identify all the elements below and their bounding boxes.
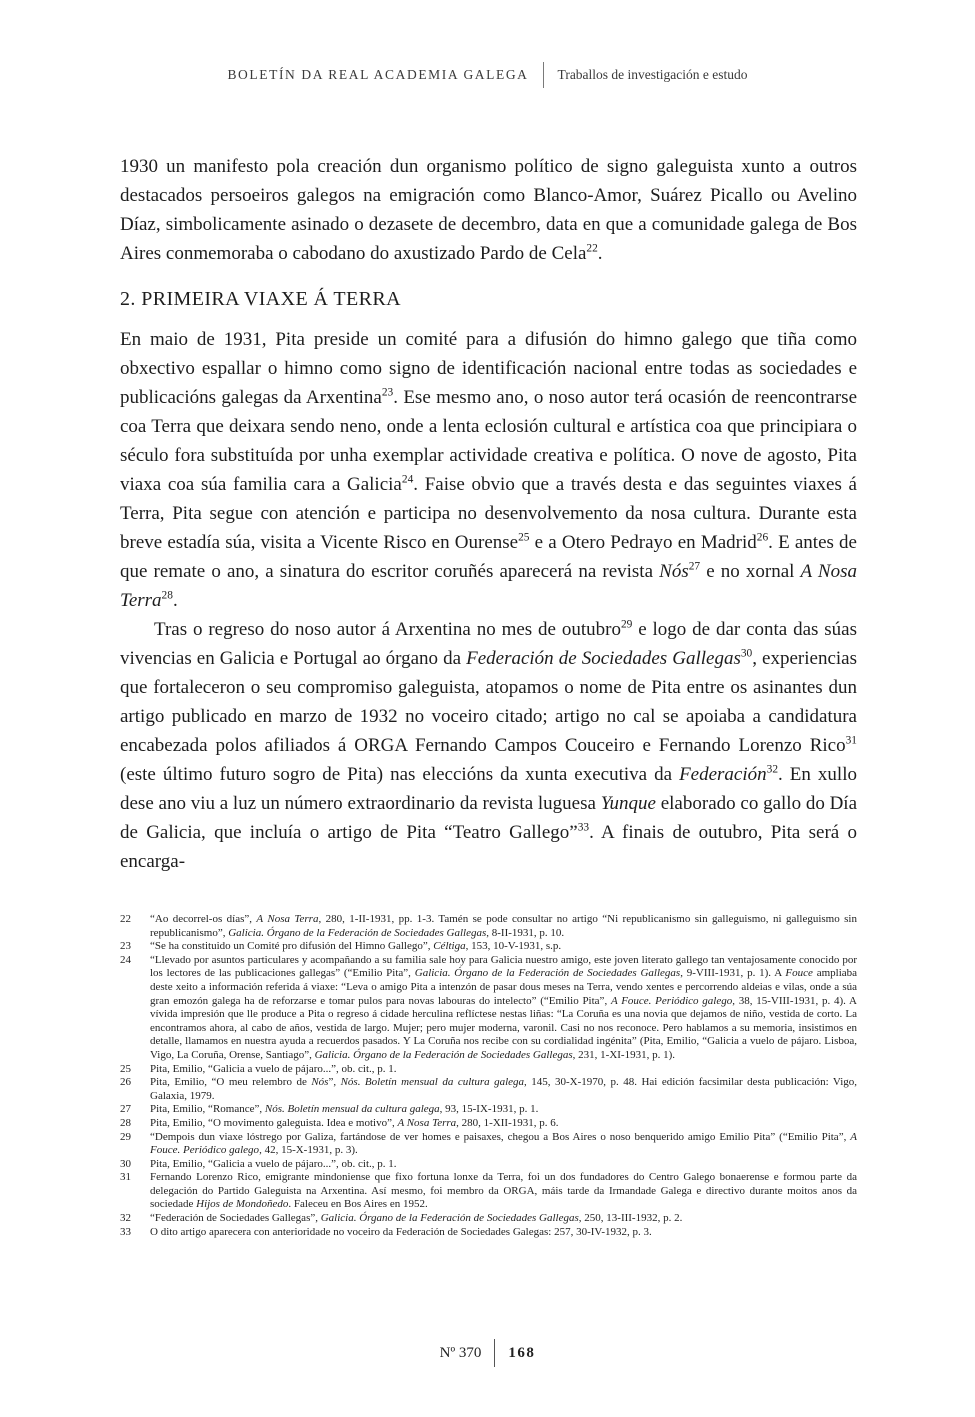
footnote: [120, 1117, 857, 1131]
footnote: [120, 1063, 857, 1077]
italic-text: Yunque: [600, 793, 656, 814]
issue-number: Nº 370: [439, 1344, 482, 1361]
footnote-ref: 25: [518, 531, 530, 544]
footnote-number: 30: [120, 1157, 131, 1170]
footnote: [120, 940, 857, 954]
footnote: [120, 1171, 857, 1212]
italic-text: A Nosa Terra: [120, 561, 857, 611]
footnote-ref: 28: [161, 589, 173, 602]
journal-title: BOLETÍN DA REAL ACADEMIA GALEGA: [227, 67, 529, 82]
footnote-text: “Federación de Sociedades Gallegas”, Galicia. Órgano de la Federación de Sociedades Gallegas, 250, 13-III-1932, p. 2.: [150, 1212, 683, 1225]
footnote-number: 27: [120, 1103, 131, 1116]
italic-text: A Nosa Terra: [397, 1116, 457, 1129]
header-divider: [543, 62, 544, 88]
footnote-text: “Llevado por asuntos particulares y acompañando a su familia sale hoy para Galicia nuestro amigo, este joven literato gallego tan ventajosamente conocido por los lectores de las publicaciones gallegas” (“Emilio Pita”, Galicia. Órgano de la Federación de Sociedades Gallegas, 9-VIII-1931, p. 1). A Fouce ampliaba deste xeito a información referida á viaxe: “Leva o amigo Pita a intenzón de pasar dous meses na Terra, vendo xentes e percorrendo aldeias e vilas, onde a súa gran emozón galega ha de reforzarse e tomar pulos para novas labouras do intelecto” (“Emilio Pita”, A Fouce. Periódico galego, 38, 15-VIII-1931, p. 4). A vívida impresión que lle produce a Pita o regreso á cidade herculina reflíctese nestas liñas: “La Coruña es una novia que dejamos de niño, vestida de corto. La encontramos ahora, al cabo de años, vestida de largo. Mujer; pero mujer moderna, varonil. Casi no nos reconoce. Pero hablamos a su memoria, insistimos en detalle, llamamos en nuestra ayuda a recuerdos pasados. Y La Coruña nos recibe con su cordialidad ingénita” (Pita, Emilio, “Galicia a vuelo de pájaro. Lisboa, Vigo, La Coruña, Orense, Santiago”, Galicia. Órgano de la Federación de Sociedades Gallegas, 231, 1-XI-1931, p. 1).: [150, 953, 858, 1061]
footnote-number: 29: [120, 1130, 131, 1143]
footnote-number: 26: [120, 1076, 131, 1089]
footnote-text: “Dempois dun viaxe lóstrego por Galiza, fartándose de ver homes e paisaxes, chegou a Bos Aires o noso benquerido amigo Emilio Pita” (“Emilio Pita”, A Fouce. Periódico galego, 42, 15-X-1931, p. 3).: [150, 1130, 857, 1157]
footnote-number: 28: [120, 1116, 131, 1129]
body-paragraph: En maio de 1931, Pita preside un comité para a difusión do himno galego que tiña como obxectivo espallar o himno como signo de identificación nacional entre todas as sociedades e publicacións galegas da Arxentina$^{23}$. Ese mesmo ano, o noso autor terá ocasión de reencontrarse coa Terra que deixara sendo neno, onde a lenta eclosión cultural e artística coa que principiara o século fora substituída por unha exemplar actividade creativa e política. O nove de agosto, Pita viaxa coa súa familia cara a Galicia$^{24}$. Faise obvio que a través desta e das seguintes viaxes á Terra, Pita segue con atención e participa no desenvolvemento da nosa cultura. Durante esta breve estadía súa, visita a Vicente Risco en Ourense$^{25}$ e a Otero Pedrayo en Madrid$^{26}$. E antes de que remate o ano, a sinatura do escritor coruñés aparecerá na revista Nós$^{27}$ e no xornal A Nosa Terra$^{28}$.: [120, 329, 858, 611]
footnote-number: 33: [120, 1225, 131, 1238]
footnote: [120, 1103, 857, 1117]
footnote-text: Fernando Lorenzo Rico, emigrante mindoniense que fixo fortuna lonxe da Terra, foi un dos fundadores do Centro Galego bonaerense e formou parte da delegación do Partido Galeguista na Arxentina. Así mesmo, foi membro da ORGA, máis tarde da Irmandade Galega e directivo durante moitos anos da sociedade Hijos de Mondoñedo. Faleceu en Bos Aires en 1952.: [150, 1171, 857, 1211]
italic-text: Céltiga: [433, 940, 466, 953]
footnote: [120, 1226, 857, 1240]
footnote-number: 22: [120, 913, 131, 925]
footnote-ref: 29: [620, 618, 633, 631]
footnote-text: “Se ha constituido un Comité pro difusión del Himno Gallego”, Céltiga, 153, 10-V-1931, s.p.: [150, 940, 562, 953]
footnote-text: Pita, Emilio, “O movimento galeguista. Idea e motivo”, A Nosa Terra, 280, 1-XII-1931, p. 6.: [150, 1116, 559, 1129]
page-number: 168: [508, 1344, 536, 1361]
footnote-ref: 22: [586, 242, 598, 255]
footnote-text: O dito artigo aparecera con anterioridade no voceiro da Federación de Sociedades Galegas: 257, 30-IV-1932, p. 3.: [150, 1225, 652, 1238]
footnote-ref: 31: [845, 734, 857, 747]
italic-text: A Fouce. Periódico galego: [150, 1130, 857, 1157]
page-header: [0, 62, 975, 88]
italic-text: Nós. Boletín mensual da cultura galega: [340, 1076, 525, 1089]
footnote-ref: 26: [756, 531, 769, 544]
footnote-ref: 30: [740, 647, 753, 660]
page-footer: [0, 1339, 975, 1367]
footnote-text: Pita, Emilio, “Romance”, Nós. Boletín mensual da cultura galega, 93, 15-IX-1931, p. 1.: [150, 1103, 539, 1116]
italic-text: Nós: [659, 561, 689, 582]
footnote-number: 32: [120, 1212, 131, 1225]
italic-text: Galicia. Órgano de la Federación de Sociedades Gallegas: [228, 926, 487, 939]
body-paragraph: Tras o regreso do noso autor á Arxentina no mes de outubro$^{29}$ e logo de dar conta das súas vivencias en Galicia e Portugal ao órgano da Federación de Sociedades Gallegas$^{30}$, experiencias que fortaleceron o seu compromiso galeguista, atopamos o nome de Pita entre os asinantes dun artigo publicado en marzo de 1932 no voceiro citado; artigo no cal se apoiaba a candidatura encabezada polos afiliados á ORGA Fernando Campos Couceiro e Fernando Lorenzo Rico$^{31}$ (este último futuro sogro de Pita) nas eleccións da xunta executiva da Federación$^{32}$. En xullo dese ano viu a luz un número extraordinario da revista luguesa Yunque elaborado co gallo do Día de Galicia, que incluía o artigo de Pita “Teatro Gallego”$^{33}$. A finais de outubro, Pita será o encarga-: [120, 618, 858, 872]
italic-text: Galicia. Órgano de la Federación de Sociedades Gallegas: [320, 1212, 579, 1225]
italic-text: Federación: [679, 764, 767, 785]
italic-text: Fouce: [785, 967, 813, 980]
header-section-title: Traballos de investigación e estudo: [557, 67, 748, 82]
body-content: [120, 152, 857, 876]
footnote: [120, 913, 857, 940]
footer-divider: [494, 1339, 495, 1367]
footnote-number: 31: [120, 1171, 131, 1184]
italic-text: A Fouce. Periódico galego: [610, 994, 733, 1007]
section-heading: 2. PRIMEIRA VIAXE Á TERRA: [120, 288, 401, 310]
footnote-number: 23: [120, 940, 131, 953]
italic-text: Nós. Boletín mensual da cultura galega: [264, 1103, 440, 1116]
body-paragraph: 1930 un manifesto pola creación dun organismo político de signo galeguista xunto a outros destacados persoeiros galegos na emigración como Blanco-Amor, Suárez Picallo ou Avelino Díaz, simbolicamente asinado o dezasete de decembro, data en que a comunidade galega de Bos Aires conmemoraba o cabodano do axustizado Pardo de Cela$^{22}$.: [120, 156, 857, 264]
italic-text: Hijos de Mondoñedo: [196, 1198, 289, 1211]
italic-text: A Nosa Terra: [256, 913, 319, 925]
footnote-ref: 27: [688, 560, 701, 573]
italic-text: Galicia. Órgano de la Federación de Sociedades Gallegas: [414, 967, 681, 980]
footnote-ref: 32: [766, 763, 779, 776]
footnote: [120, 1076, 857, 1103]
footnote: [120, 954, 857, 1063]
italic-text: Galicia. Órgano de la Federación de Sociedades Gallegas: [314, 1048, 573, 1061]
footnote-ref: 33: [577, 821, 590, 834]
footnote: [120, 1212, 857, 1226]
footnote: [120, 1131, 857, 1158]
footnotes: [120, 913, 857, 1239]
footnote: [120, 1158, 857, 1172]
footnote-text: “Ao decorrel-os días”, A Nosa Terra, 280, 1-II-1931, pp. 1-3. Tamén se pode consultar no artigo “Ni republicanismo sin galleguismo, ni galleguismo sin republicanismo”, Galicia. Órgano de la Federación de Sociedades Gallegas, 8-II-1931, p. 10.: [150, 913, 857, 939]
footnote-text: Pita, Emilio, “O meu relembro de Nós”, Nós. Boletín mensual da cultura galega, 145, 30-X-1970, p. 48. Hai edición facsimilar desta publicación: Vigo, Galaxia, 1979.: [150, 1076, 858, 1102]
footnote-ref: 23: [381, 386, 394, 399]
footnote-number: 25: [120, 1062, 131, 1075]
footnote-text: Pita, Emilio, “Galicia a vuelo de pájaro...”, ob. cit., p. 1.: [150, 1062, 397, 1075]
footnote-number: 24: [120, 953, 131, 966]
italic-text: Nós: [311, 1076, 329, 1089]
footnote-text: Pita, Emilio, “Galicia a vuelo de pájaro...”, ob. cit., p. 1.: [150, 1157, 397, 1170]
italic-text: Federación de Sociedades Gallegas: [466, 648, 741, 669]
footnote-ref: 24: [401, 473, 414, 486]
